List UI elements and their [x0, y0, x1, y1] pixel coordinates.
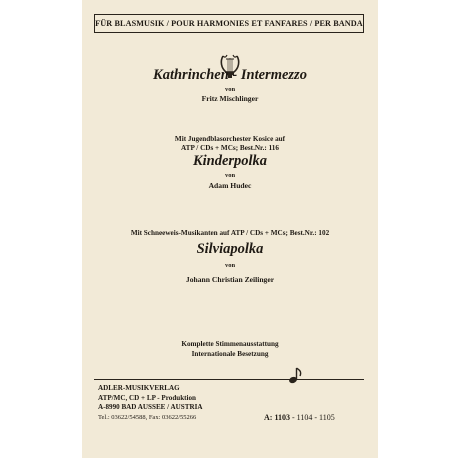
piece-composer-2: Adam Hudec	[208, 181, 252, 190]
music-note-icon	[288, 366, 303, 384]
piece-von-3: von	[224, 262, 236, 269]
piece-von-2: von	[224, 172, 236, 179]
publisher-production: ATP/MC, CD + LP - Produktion	[98, 393, 196, 402]
recording-info-2b: ATP / CDs + MCs; Best.Nr.: 116	[181, 144, 279, 152]
header-banner	[94, 14, 364, 33]
footer-divider	[94, 379, 364, 380]
publisher-address: A-8990 BAD AUSSEE / AUSTRIA	[98, 403, 203, 412]
sheet-music-cover	[82, 0, 378, 458]
publisher-name: ADLER-MUSIKVERLAG	[98, 384, 180, 392]
header-text: FÜR BLASMUSIK / POUR HARMONIES ET FANFARES / PER BANDA	[95, 19, 363, 28]
recording-info-2a: Mit Jugendblasorchester Kosice auf	[174, 135, 286, 143]
piece-title-3: Silviapolka	[196, 241, 264, 257]
edition-line-1: Komplette Stimmenausstattung	[181, 340, 279, 348]
piece-title-1: Kathrinchen - Intermezzo	[153, 67, 307, 83]
order-number-rest: - 1104 - 1105	[290, 413, 335, 422]
edition-line-2: Internationale Besetzung	[191, 350, 269, 358]
piece-composer-3: Johann Christian Zeilinger	[185, 275, 275, 284]
piece-von-1: von	[224, 86, 236, 93]
order-numbers	[264, 413, 335, 422]
piece-composer-1: Fritz Mischlinger	[201, 94, 259, 103]
publisher-block	[98, 384, 248, 423]
publisher-contact: Tel.: 03622/54588, Fax: 03622/55266	[98, 414, 197, 422]
piece-title-2: Kinderpolka	[192, 153, 268, 169]
recording-info-3: Mit Schneeweis-Musikanten auf ATP / CDs + MCs; Best.Nr.: 102	[130, 229, 330, 237]
order-number-primary: A: 1103	[264, 413, 290, 422]
